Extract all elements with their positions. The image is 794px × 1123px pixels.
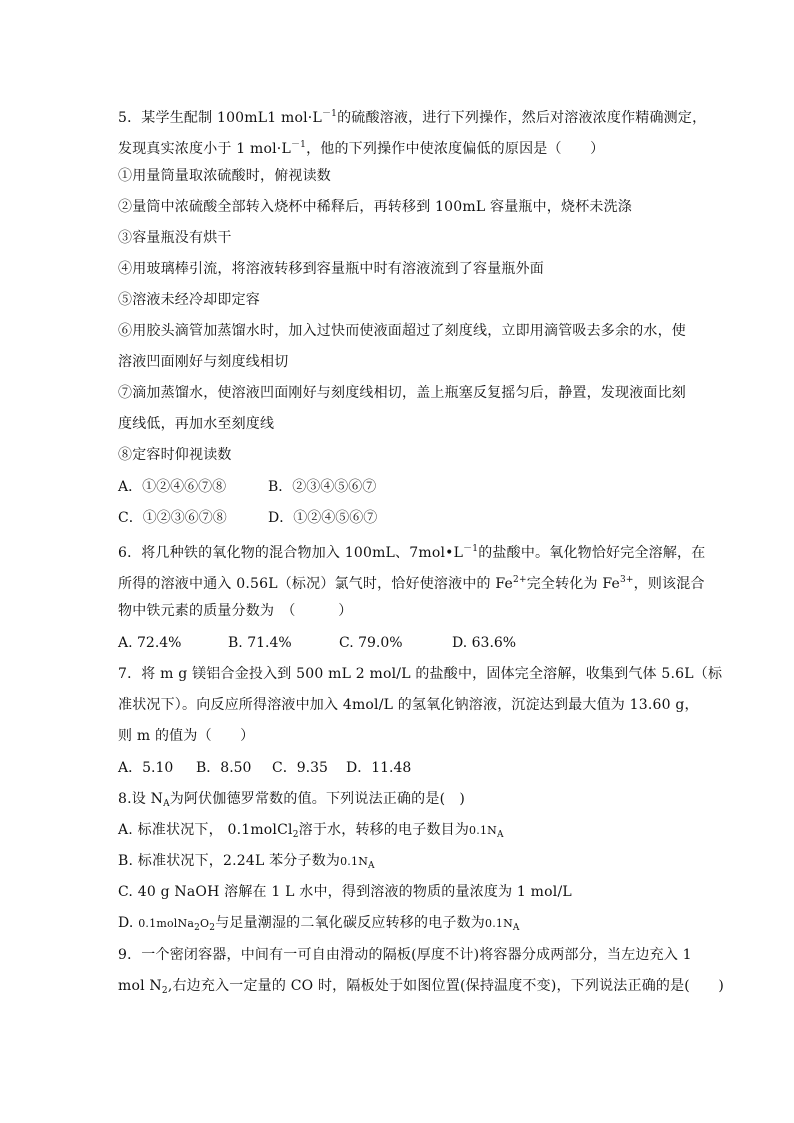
superscript: －1 (321, 109, 338, 119)
q5-item-7-line2: 度线低，再加水至刻度线 (118, 416, 275, 432)
q8-stem-text: 为阿伏伽德罗常数的值。下列说法正确的是( ) (169, 791, 466, 807)
subscript: A (496, 830, 504, 840)
q5-stem-text: ，他的下列操作中使浓度偏低的原因是（ ） (306, 141, 605, 157)
option-text: B. 标准状况下，2.24L 苯分子数为 (118, 853, 341, 869)
q7-stem-line1: 7．将 m g 镁铝合金投入到 500 mL 2 mol/L 的盐酸中，固体完全溶解，收集到气体 5.6L（标 (118, 666, 723, 682)
q7-option-c[interactable]: C．9.35 (272, 760, 328, 776)
subscript: 2 (209, 923, 216, 933)
subscript: 2 (194, 923, 201, 933)
q7-option-a[interactable]: A．5.10 (118, 760, 174, 776)
subscript: A (163, 799, 170, 809)
q6-stem-line3: 物中铁元素的质量分数为 （ ） (118, 603, 353, 619)
q5-stem-text: 5．某学生配制 100mL1 mol·L (118, 110, 322, 126)
q8-option-c[interactable]: C. 40 g NaOH 溶解在 1 L 水中，得到溶液的物质的量浓度为 1 mol/L (118, 884, 572, 900)
q8-stem (118, 790, 465, 813)
q8-option-b[interactable] (118, 852, 375, 875)
q5-item-6-line2: 溶液凹面刚好与刻度线相切 (118, 354, 289, 370)
q5-item-3: ③容量瓶没有烘干 (118, 230, 232, 246)
q9-stem-line1: 9．一个密闭容器，中间有一可自由滑动的隔板(厚度不计)将容器分成两部分，当左边充入 1 (118, 947, 692, 963)
formula-text: 0.1molNa (138, 917, 195, 930)
option-text: 溶于水，转移的电子数目为 (298, 822, 470, 838)
q5-stem-text: 的硫酸溶液，进行下列操作，然后对溶液浓度作精确测定， (337, 110, 707, 126)
formula-text: 0.1N (485, 917, 513, 930)
formula-text: 0.1N (469, 824, 497, 837)
q8-stem-text: 8.设 N (118, 791, 164, 807)
q7-option-d[interactable]: D．11.48 (346, 760, 412, 776)
q5-item-6-line1: ⑥用胶头滴管加蒸馏水时，加入过快而使液面超过了刻度线，立即用滴管吸去多余的水，使 (118, 323, 686, 339)
q5-option-d[interactable]: D．①②④⑤⑥⑦ (268, 510, 378, 526)
q7-stem-line2: 准状况下）。向反应所得溶液中加入 4mol/L 的氢氧化钠溶液，沉淀达到最大值为 13.60 g， (118, 697, 699, 713)
superscript: 2+ (513, 575, 527, 585)
q6-stem-text: 所得的溶液中通入 0.56L（标况）氯气时，恰好使溶液中的 Fe (118, 576, 514, 592)
superscript: －1 (290, 140, 307, 150)
option-text: A. 标准状况下， 0.1molCl (118, 822, 293, 838)
q5-option-b[interactable]: B．②③④⑤⑥⑦ (268, 479, 377, 495)
q7-stem-line3: 则 m 的值为（ ） (118, 728, 255, 744)
q6-stem-line2 (118, 571, 705, 593)
q5-item-5: ⑤溶液未经冷却即定容 (118, 292, 260, 308)
q6-stem-text: 6．将几种铁的氧化物的混合物加入 100mL、7mol•L (118, 545, 464, 561)
q9-stem-text: mol N (118, 978, 162, 994)
q5-item-2: ②量筒中浓硫酸全部转入烧杯中稀释后，再转移到 100mL 容量瓶中，烧杯未洗涤 (118, 199, 632, 215)
q6-option-a[interactable]: A. 72.4% (118, 635, 182, 651)
q5-item-8: ⑧定容时仰视读数 (118, 447, 232, 463)
q8-option-a[interactable] (118, 821, 504, 844)
option-text: D. (118, 915, 139, 931)
q6-stem-text: 的盐酸中。氧化物恰好完全溶解，在 (478, 545, 706, 561)
q5-option-c[interactable]: C．①②③⑥⑦⑧ (118, 510, 227, 526)
subscript: 2 (161, 986, 168, 996)
q6-option-d[interactable]: D. 63.6% (452, 635, 517, 651)
subscript: 2 (292, 830, 299, 840)
superscript: 3+ (619, 575, 634, 585)
q6-option-c[interactable]: C. 79.0% (339, 635, 403, 651)
q6-stem-line1 (118, 540, 705, 562)
q6-stem-text: 完全转化为 Fe (526, 576, 620, 592)
superscript: －1 (463, 544, 479, 554)
q5-item-1: ①用量筒量取浓硫酸时，俯视读数 (118, 168, 331, 184)
q8-option-d[interactable] (118, 914, 520, 937)
subscript: A (512, 923, 520, 933)
q5-stem-line1 (118, 105, 706, 127)
formula-text: O (200, 917, 210, 930)
q6-option-b[interactable]: B. 71.4% (228, 635, 292, 651)
option-text: 与足量潮湿的二氧化碳反应转移的电子数为 (215, 915, 485, 931)
q5-item-4: ④用玻璃棒引流，将溶液转移到容量瓶中时有溶液流到了容量瓶外面 (118, 261, 544, 277)
q5-option-a[interactable]: A．①②④⑥⑦⑧ (118, 479, 227, 495)
q9-stem-line2 (118, 977, 724, 1000)
q7-option-b[interactable]: B．8.50 (196, 760, 252, 776)
formula-text: 0.1N (340, 855, 369, 868)
q5-stem-line2 (118, 136, 604, 158)
q5-item-7-line1: ⑦滴加蒸馏水，使溶液凹面刚好与刻度线相切，盖上瓶塞反复摇匀后，静置，发现液面比刻 (118, 385, 686, 401)
subscript: A (368, 861, 375, 871)
q9-stem-text: ,右边充入一定量的 CO 时，隔板处于如图位置(保持温度不变)，下列说法正确的是( ) (167, 978, 725, 994)
q5-stem-text: 发现真实浓度小于 1 mol·L (118, 141, 291, 157)
q6-stem-text: ，则该混合 (633, 576, 705, 592)
